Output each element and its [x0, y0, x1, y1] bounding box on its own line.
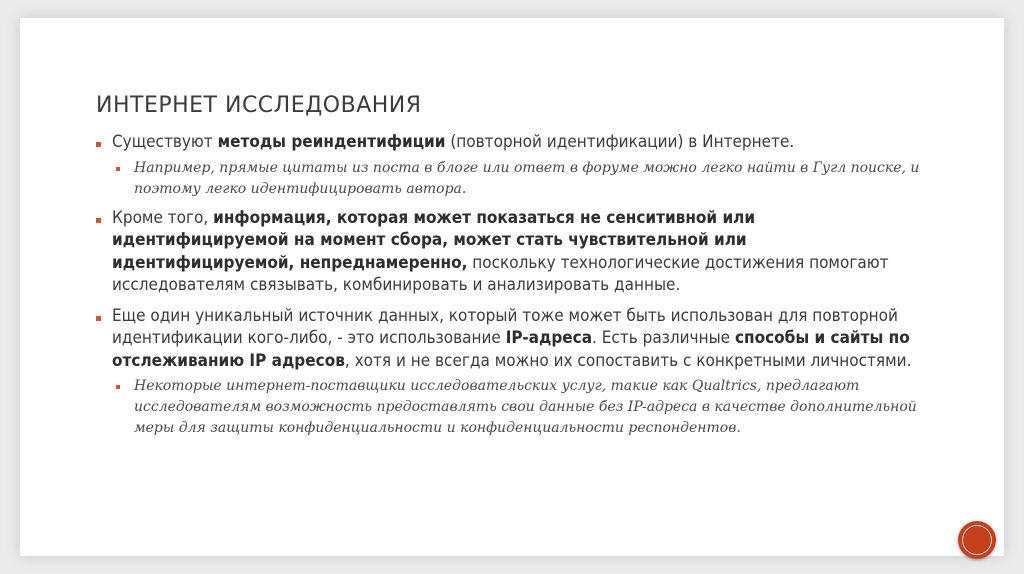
bullet-3-text — [112, 306, 911, 371]
sub-bullet-text: Некоторые интернет-поставщики исследовательских услуг, такие как Qualtrics, предлагают исследователям возможность предоставлять свои данные без IP-адреса в качестве дополнительной меры для защиты конфиденциальности и конфиденциальности респондентов. — [134, 378, 917, 436]
square-bullet-icon — [96, 142, 101, 147]
text-run: , хотя и не всегда можно их сопоставить с конкретными личностями. — [344, 350, 912, 371]
bullet-2-text — [112, 208, 889, 296]
text-run-bold: способы и сайты по отслеживанию IP адресов — [112, 328, 910, 371]
bullet-3 — [96, 305, 932, 373]
bullet-1 — [96, 131, 932, 154]
text-run: поскольку технологические достижения помогают исследователям связывать, комбинировать и анализировать данные. — [112, 252, 889, 295]
bullet-1-text — [112, 132, 794, 152]
text-run: Существуют — [112, 132, 218, 152]
slide-content — [96, 131, 932, 446]
square-bullet-icon — [116, 385, 120, 389]
square-bullet-icon — [96, 316, 101, 321]
text-run-bold: IP-адреса — [505, 328, 593, 348]
text-run-bold: методы реиндентифиции — [217, 132, 446, 152]
square-bullet-icon — [116, 167, 120, 171]
circle-nav-icon[interactable] — [958, 521, 996, 559]
text-run: Еще один уникальный источник данных, который тоже может быть использован для повторной идентификации кого-либо, - это использование — [112, 305, 898, 348]
text-run-bold: информация, которая может показаться не сенситивной или идентифицируемой на момент сбора, может стать чувствительной или идентифицируемой, непреднамеренно, — [112, 207, 756, 273]
slide-title: ИНТЕРНЕТ ИССЛЕДОВАНИЯ — [96, 93, 422, 118]
sub-bullet-3-1 — [116, 376, 932, 439]
sub-bullet-text: Например, прямые цитаты из поста в блоге или ответ в форуме можно легко найти в Гугл поиске, и поэтому легко идентифицировать автора. — [134, 159, 920, 197]
text-run: Кроме того, — [112, 207, 214, 228]
bullet-2 — [96, 207, 932, 297]
nav-button-ring — [962, 525, 992, 555]
sub-bullet-1-1 — [116, 158, 932, 200]
text-run: . Есть различные — [592, 328, 735, 348]
text-run: (повторной идентификации) в Интернете. — [445, 132, 795, 152]
square-bullet-icon — [96, 218, 101, 223]
